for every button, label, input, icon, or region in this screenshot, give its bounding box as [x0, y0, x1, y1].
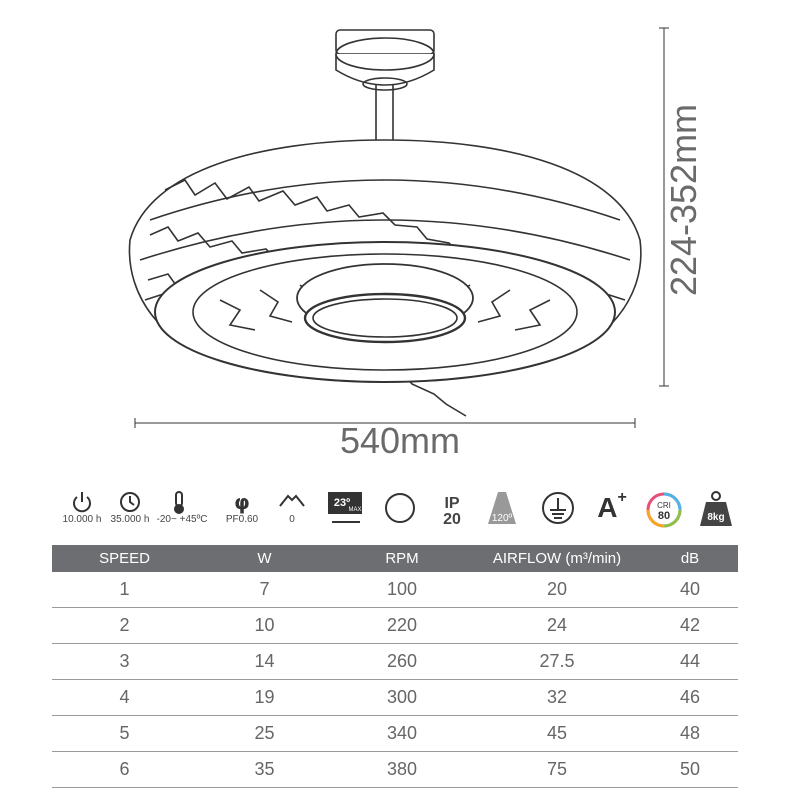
- tilt-angle-icon: [314, 490, 374, 534]
- svg-text:8kg: 8kg: [707, 512, 725, 523]
- cell: 25: [197, 716, 332, 752]
- cell: 380: [332, 752, 472, 788]
- header-airflow: AIRFLOW (m³/min): [492, 550, 622, 567]
- cell: 220: [332, 608, 472, 644]
- svg-text:120º: 120º: [491, 513, 513, 524]
- clock-icon: 35.000 h: [100, 490, 160, 534]
- cell: 45: [472, 716, 642, 752]
- thermometer-icon: -20~ +45ºC: [152, 490, 212, 534]
- cell: 27.5: [472, 644, 642, 680]
- table-row: [52, 608, 738, 644]
- cell: 42: [642, 608, 738, 644]
- cell: 46: [642, 680, 738, 716]
- cell: 20: [472, 572, 642, 608]
- table-row: [52, 680, 738, 716]
- cri-icon: [634, 490, 694, 534]
- dimmable-icon: [370, 490, 430, 534]
- cell: 50: [642, 752, 738, 788]
- cell: 5: [52, 716, 197, 752]
- cell: 10: [197, 608, 332, 644]
- header-db: dB: [680, 550, 700, 567]
- cell: 7: [197, 572, 332, 608]
- weight-icon: [686, 490, 746, 534]
- svg-text:MAX: MAX: [348, 507, 362, 513]
- ground-class-icon: [528, 490, 588, 534]
- svg-text:23º: 23º: [333, 497, 351, 509]
- table-row: [52, 716, 738, 752]
- energy-class-icon: A+: [597, 489, 627, 523]
- cell: 14: [197, 644, 332, 680]
- cell: 19: [197, 680, 332, 716]
- table-row: [52, 752, 738, 788]
- svg-text:CRI: CRI: [657, 501, 671, 510]
- cell: 35: [197, 752, 332, 788]
- table-row: [52, 572, 738, 608]
- header-speed: SPEED: [99, 550, 150, 567]
- beam-angle-icon: 0: [262, 490, 322, 534]
- header-w: W: [257, 550, 272, 567]
- svg-text:80: 80: [657, 510, 671, 522]
- cell: 300: [332, 680, 472, 716]
- power-icon: 10.000 h: [52, 490, 112, 534]
- cell: 24: [472, 608, 642, 644]
- width-dimension-label: 540mm: [339, 420, 461, 461]
- cell: 4: [52, 680, 197, 716]
- cell: 3: [52, 644, 197, 680]
- height-dimension-label: 224-352mm: [663, 103, 704, 297]
- table-header-row: [52, 545, 738, 572]
- cell: 44: [642, 644, 738, 680]
- cell: 340: [332, 716, 472, 752]
- cell: 32: [472, 680, 642, 716]
- header-rpm: RPM: [385, 550, 419, 567]
- speed-table: [52, 545, 738, 788]
- light-angle-icon: [472, 490, 532, 534]
- power-factor-icon: φ PF0.60: [225, 490, 259, 525]
- table-row: [52, 644, 738, 680]
- cell: 6: [52, 752, 197, 788]
- cell: 48: [642, 716, 738, 752]
- spec-icons: [52, 490, 746, 534]
- cell: 260: [332, 644, 472, 680]
- ip-rating-icon: IP 20: [443, 495, 461, 528]
- cell: 100: [332, 572, 472, 608]
- cell: 75: [472, 752, 642, 788]
- svg-text:φ: φ: [234, 490, 250, 514]
- cell: 1: [52, 572, 197, 608]
- cell: 2: [52, 608, 197, 644]
- cell: 40: [642, 572, 738, 608]
